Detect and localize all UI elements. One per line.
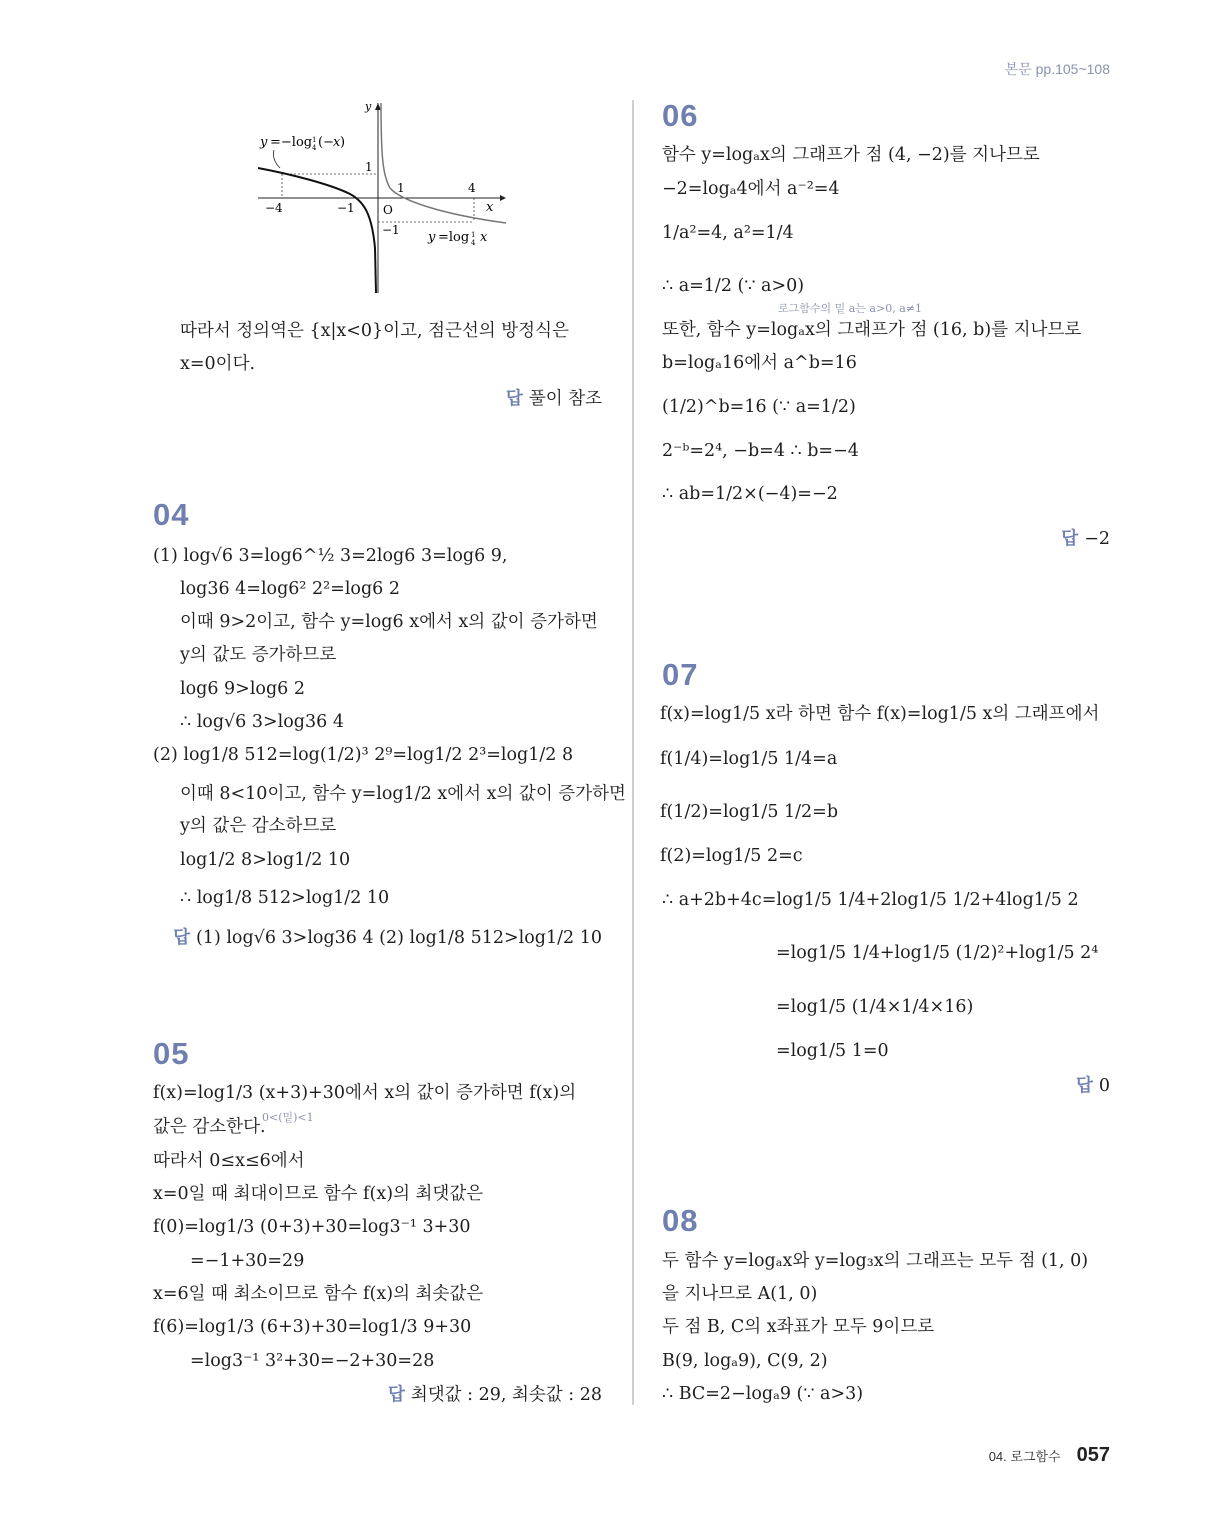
answer-text: (1) log√6 3>log36 4 (2) log1/8 512>log1/2 10	[195, 928, 602, 948]
answer-label: 답	[505, 388, 523, 408]
svg-text:y: y	[260, 135, 268, 150]
svg-text:=−log: =−log	[270, 135, 313, 150]
s04-line: 이때 9>2이고, 함수 y=log6 x에서 x의 값이 증가하면	[180, 612, 598, 632]
answer-label: 답	[387, 1384, 405, 1404]
s04-answer	[173, 929, 602, 948]
log-graph-figure	[250, 98, 510, 298]
chapter-title: 04. 로그함수	[988, 1449, 1061, 1464]
s04-line: 이때 8<10이고, 함수 y=log1/2 x에서 x의 값이 증가하면	[180, 784, 626, 804]
page-number: 057	[1076, 1444, 1110, 1466]
page-reference: 본문 pp.105~108	[1004, 61, 1110, 77]
s06-line: ∴ ab=1/2×(−4)=−2	[662, 484, 838, 504]
answer-label: 답	[1061, 528, 1079, 548]
s07-line: =log1/5 1/4+log1/5 (1/2)²+log1/5 2⁴	[776, 943, 1099, 963]
svg-text:1: 1	[397, 181, 405, 195]
svg-text:x: x	[480, 230, 488, 245]
s04-line: ∴ log1/8 512>log1/2 10	[180, 888, 390, 908]
s06-note: 로그함수의 밑 a는 a>0, a≠1	[778, 302, 922, 315]
svg-text:−1: −1	[337, 201, 355, 215]
s04-line: ∴ log√6 3>log36 4	[180, 712, 344, 732]
s07-line: f(1/4)=log1/5 1/4=a	[660, 749, 838, 769]
s08-line: ∴ BC=2−logₐ9 (∵ a>3)	[662, 1384, 864, 1404]
svg-text:y: y	[365, 100, 372, 113]
s08-line: 두 함수 y=logₐx와 y=log₃x의 그래프는 모두 점 (1, 0)	[662, 1251, 1089, 1271]
s06-line: (1/2)^b=16 (∵ a=1/2)	[662, 397, 856, 417]
s04-line: log1/2 8>log1/2 10	[180, 850, 351, 870]
s05-answer	[388, 1386, 602, 1405]
svg-text:x: x	[486, 200, 494, 215]
svg-text:1: 1	[312, 136, 317, 144]
section-number-05: 05	[153, 1036, 190, 1071]
s06-answer	[1061, 530, 1110, 549]
svg-text:1: 1	[471, 231, 476, 239]
s06-line: 또한, 함수 y=logₐx의 그래프가 점 (16, b)를 지나므로	[662, 320, 1082, 340]
s04-line: (2) log1/8 512=log(1/2)³ 2⁹=log1/2 2³=log1/2 8	[153, 745, 574, 765]
answer-text: 최댓값 : 29, 최솟값 : 28	[410, 1385, 602, 1405]
s07-line: f(x)=log1/5 x라 하면 함수 f(x)=log1/5 x의 그래프에서	[660, 704, 1100, 724]
s03-text-line: 따라서 정의역은 {x|x<0}이고, 점근선의 방정식은	[180, 321, 569, 341]
s06-line: b=logₐ16에서 a^b=16	[662, 353, 857, 373]
s07-line: =log1/5 1=0	[776, 1041, 889, 1061]
svg-text:4: 4	[312, 144, 317, 152]
s07-line: =log1/5 (1/4×1/4×16)	[776, 997, 974, 1017]
s06-line: −2=logₐ4에서 a⁻²=4	[662, 179, 840, 199]
svg-text:−1: −1	[382, 223, 400, 237]
svg-text:1: 1	[365, 160, 373, 174]
section-number-08: 08	[662, 1203, 699, 1238]
svg-text:=log: =log	[438, 230, 470, 245]
s07-answer	[1076, 1077, 1110, 1096]
column-divider	[632, 100, 634, 1405]
s04-line: (1) log√6 3=log6^½ 3=2log6 3=log6 9,	[153, 546, 508, 566]
s08-line: 을 지나므로 A(1, 0)	[662, 1284, 818, 1304]
s05-line: =−1+30=29	[190, 1251, 305, 1271]
svg-text:−4: −4	[265, 201, 283, 215]
s07-line: f(1/2)=log1/5 1/2=b	[660, 802, 839, 822]
s08-line: 두 점 B, C의 x좌표가 모두 9이므로	[662, 1317, 935, 1337]
s06-line: 1/a²=4, a²=1/4	[662, 223, 794, 243]
s07-line: f(2)=log1/5 2=c	[660, 846, 803, 866]
s05-line: f(x)=log1/3 (x+3)+30에서 x의 값이 증가하면 f(x)의	[153, 1083, 577, 1103]
answer-text: 0	[1098, 1076, 1110, 1096]
section-number-04: 04	[153, 497, 190, 532]
section-number-06: 06	[662, 98, 699, 133]
s04-line: y의 값도 증가하므로	[180, 645, 337, 665]
s03-text-line: x=0이다.	[180, 354, 256, 374]
answer-label: 답	[1075, 1075, 1093, 1095]
s04-line: log6 9>log6 2	[180, 679, 305, 699]
s06-line: 함수 y=logₐx의 그래프가 점 (4, −2)를 지나므로	[662, 145, 1040, 165]
s05-line: 따라서 0≤x≤6에서	[153, 1151, 305, 1171]
s06-line: 2⁻ᵇ=2⁴, −b=4 ∴ b=−4	[662, 441, 859, 461]
s04-line: y의 값은 감소하므로	[180, 816, 337, 836]
svg-text:4: 4	[471, 239, 476, 247]
svg-text:O: O	[383, 203, 393, 217]
svg-text:): )	[340, 135, 346, 150]
s05-line: f(6)=log1/3 (6+3)+30=log1/3 9+30	[153, 1317, 472, 1337]
svg-text:x: x	[333, 135, 341, 150]
s05-line: =log3⁻¹ 3²+30=−2+30=28	[190, 1351, 435, 1371]
answer-label: 답	[173, 927, 190, 947]
page-footer	[989, 1444, 1110, 1467]
s05-line: 값은 감소한다.	[153, 1117, 266, 1137]
s04-line: log36 4=log6² 2²=log6 2	[180, 579, 400, 599]
svg-text:4: 4	[468, 181, 476, 195]
s08-line: B(9, logₐ9), C(9, 2)	[662, 1351, 828, 1371]
s03-answer	[506, 390, 602, 409]
s05-line: x=6일 때 최소이므로 함수 f(x)의 최솟값은	[153, 1284, 484, 1304]
s06-line: ∴ a=1/2 (∵ a>0)	[662, 276, 805, 296]
svg-text:y: y	[428, 230, 436, 245]
section-number-07: 07	[662, 657, 699, 692]
answer-text: 풀이 참조	[528, 389, 602, 409]
s05-line: x=0일 때 최대이므로 함수 f(x)의 최댓값은	[153, 1184, 484, 1204]
s05-note: 0<(밑)<1	[262, 1111, 314, 1124]
svg-text:(−: (−	[318, 135, 334, 150]
s05-line: f(0)=log1/3 (0+3)+30=log3⁻¹ 3+30	[153, 1217, 471, 1237]
answer-text: −2	[1084, 529, 1110, 549]
s07-line: ∴ a+2b+4c=log1/5 1/4+2log1/5 1/2+4log1/5 2	[662, 890, 1079, 910]
